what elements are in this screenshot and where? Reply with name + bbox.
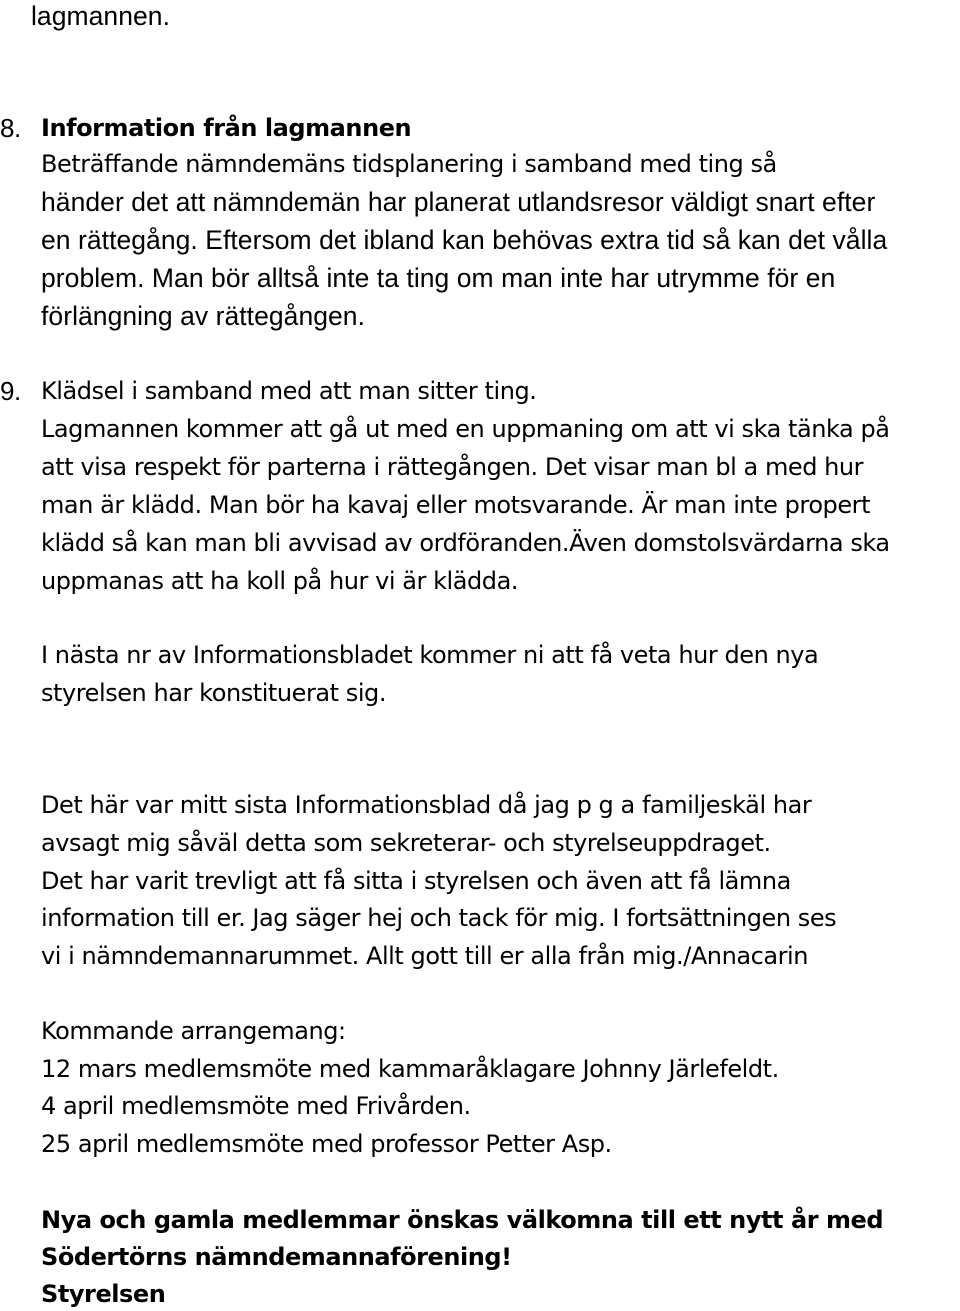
item-8-line: problem. Man bör alltså inte ta ting om man inte har utrymme för en xyxy=(41,263,836,293)
event-item: 4 april medlemsmöte med Frivården. xyxy=(41,1092,471,1120)
upcoming-heading: Kommande arrangemang: xyxy=(41,1017,346,1045)
item-8-line: händer det att nämndemän har planerat utlandsresor väldigt snart efter xyxy=(41,187,876,217)
paragraph-line: vi i nämndemannarummet. Allt gott till er alla från mig./Annacarin xyxy=(41,942,808,970)
signature: Styrelsen xyxy=(41,1280,166,1308)
item-9-line: man är klädd. Man bör ha kavaj eller motsvarande. Är man inte propert xyxy=(41,491,871,519)
item-8-heading-text: Information från lagmannen xyxy=(41,114,412,142)
paragraph-line: Det här var mitt sista Informationsblad då jag p g a familjeskäl har xyxy=(41,791,812,819)
closing-line: Södertörns nämndemannaförening! xyxy=(41,1243,512,1271)
item-9-line: klädd så kan man bli avvisad av ordföranden.Även domstolsvärdarna ska xyxy=(41,529,890,557)
item-9-number: 9. xyxy=(0,376,21,406)
item-9-heading xyxy=(0,374,537,408)
paragraph-line: information till er. Jag säger hej och tack för mig. I fortsättningen ses xyxy=(41,904,837,932)
item-8-heading xyxy=(0,111,412,145)
item-8-line: Beträffande nämndemäns tidsplanering i samband med ting så xyxy=(41,150,777,178)
item-8-number: 8. xyxy=(0,113,21,143)
item-9-line: Lagmannen kommer att gå ut med en uppmaning om att vi ska tänka på xyxy=(41,415,890,443)
item-8-line: förlängning av rättegången. xyxy=(41,301,366,331)
closing-line: Nya och gamla medlemmar önskas välkomna till ett nytt år med xyxy=(41,1206,884,1234)
continued-text: lagmannen. xyxy=(31,1,170,31)
paragraph-line: avsagt mig såväl detta som sekreterar- och styrelseuppdraget. xyxy=(41,829,771,857)
event-item: 12 mars medlemsmöte med kammaråklagare Johnny Järlefeldt. xyxy=(41,1055,779,1083)
item-9-line: uppmanas att ha koll på hur vi är klädda. xyxy=(41,567,519,595)
paragraph-line: Det har varit trevligt att få sitta i styrelsen och även att få lämna xyxy=(41,867,791,895)
item-9-heading-text: Klädsel i samband med att man sitter ting. xyxy=(41,377,537,405)
paragraph-line: I nästa nr av Informationsbladet kommer ni att få veta hur den nya xyxy=(41,641,819,669)
event-item: 25 april medlemsmöte med professor Petter Asp. xyxy=(41,1130,612,1158)
item-8-line: en rättegång. Eftersom det ibland kan behövas extra tid så kan det vålla xyxy=(41,225,888,255)
item-9-line: att visa respekt för parterna i rättegången. Det visar man bl a med hur xyxy=(41,453,864,481)
paragraph-line: styrelsen har konstituerat sig. xyxy=(41,679,387,707)
